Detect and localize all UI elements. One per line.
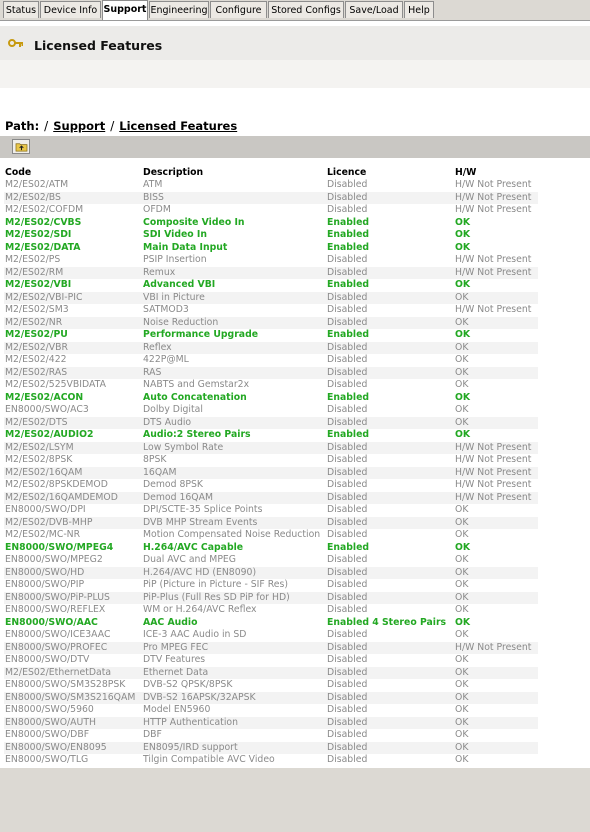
cell-description: Ethernet Data — [142, 667, 326, 680]
cell-description: DVB-S2 QPSK/8PSK — [143, 679, 233, 691]
cell-code: EN8000/SWO/TLG — [5, 754, 89, 766]
cell-code: EN8000/SWO/PROFEC — [4, 642, 142, 655]
cell-hw: OK — [454, 717, 538, 730]
table-row — [4, 554, 538, 567]
cell-licence: Enabled — [326, 429, 454, 442]
cell-code: M2/ES02/422 — [5, 354, 67, 366]
cell-licence: Disabled — [327, 629, 368, 641]
cell-licence: Disabled — [326, 692, 454, 705]
cell-description: Performance Upgrade — [142, 329, 326, 342]
tab-bar — [0, 0, 590, 21]
cell-code: M2/ES02/PU — [4, 329, 142, 342]
cell-hw: OK — [455, 729, 469, 741]
cell-hw: OK — [455, 704, 469, 716]
cell-hw: OK — [454, 229, 538, 242]
cell-description: Noise Reduction — [142, 317, 326, 330]
table-row — [4, 404, 538, 417]
cell-description: ICE-3 AAC Audio in SD — [143, 629, 247, 641]
cell-hw: H/W Not Present — [455, 254, 532, 266]
table-row — [4, 204, 538, 217]
header-band — [0, 60, 590, 88]
cell-hw: OK — [454, 517, 538, 530]
cell-hw: OK — [454, 617, 538, 630]
cell-licence: Disabled — [327, 554, 368, 566]
breadcrumb-separator: / — [110, 119, 115, 133]
table-row — [4, 254, 538, 267]
cell-description: RAS — [142, 367, 326, 380]
cell-hw: OK — [454, 242, 538, 255]
cell-description: DPI/SCTE-35 Splice Points — [143, 504, 263, 516]
cell-hw: OK — [455, 554, 469, 566]
cell-description: WM or H.264/AVC Reflex — [143, 604, 257, 616]
cell-description: Dolby Digital — [143, 404, 203, 416]
folder-up-button[interactable] — [12, 139, 30, 154]
cell-code: M2/ES02/8PSKDEMOD — [5, 479, 108, 491]
cell-description: 16QAM — [142, 467, 326, 480]
cell-description: DVB MHP Stream Events — [142, 517, 326, 530]
table-body — [4, 179, 538, 767]
cell-hw: OK — [454, 329, 538, 342]
cell-licence: Disabled — [327, 304, 368, 316]
cell-hw: OK — [454, 392, 538, 405]
cell-code: M2/ES02/BS — [4, 192, 142, 205]
cell-description: Model EN5960 — [143, 704, 211, 716]
cell-hw: OK — [454, 367, 538, 380]
cell-code: EN8000/SWO/SM3S216QAM — [4, 692, 142, 705]
cell-hw: H/W Not Present — [454, 192, 538, 205]
cell-hw: OK — [454, 429, 538, 442]
table-row — [4, 179, 538, 192]
cell-code: EN8000/SWO/ICE3AAC — [5, 629, 111, 641]
cell-licence: Disabled — [326, 492, 454, 505]
cell-code: M2/ES02/SDI — [4, 229, 142, 242]
table-row — [4, 604, 538, 617]
cell-hw: OK — [454, 667, 538, 680]
cell-code: EN8000/SWO/AUTH — [4, 717, 142, 730]
cell-code: EN8000/SWO/DTV — [5, 654, 90, 666]
table-row — [4, 629, 538, 642]
tab-device-info[interactable]: Device Info — [40, 1, 101, 18]
table-row — [4, 317, 538, 330]
cell-hw: OK — [455, 504, 469, 516]
table-row — [4, 417, 538, 430]
cell-licence: Disabled — [326, 742, 454, 755]
cell-description: Auto Concatenation — [142, 392, 326, 405]
cell-description: Dual AVC and MPEG — [143, 554, 237, 566]
cell-hw: H/W Not Present — [454, 442, 538, 455]
tab-support[interactable]: Support — [102, 0, 148, 20]
cell-code: M2/ES02/DTS — [4, 417, 142, 430]
cell-hw: OK — [455, 654, 469, 666]
breadcrumb-support[interactable]: Support — [53, 119, 106, 133]
cell-licence: Disabled — [326, 592, 454, 605]
table-row — [4, 642, 538, 655]
cell-code: M2/ES02/CVBS — [4, 217, 142, 230]
table-row — [4, 617, 538, 630]
toolbar — [0, 136, 590, 158]
cell-hw: OK — [454, 342, 538, 355]
cell-licence: Disabled — [327, 379, 368, 391]
cell-code: M2/ES02/EthernetData — [4, 667, 142, 680]
cell-description: PSIP Insertion — [143, 254, 207, 266]
cell-licence: Disabled — [327, 679, 368, 691]
cell-hw: OK — [455, 754, 469, 766]
cell-licence: Enabled — [326, 279, 454, 292]
cell-code: M2/ES02/16QAMDEMOD — [4, 492, 142, 505]
cell-licence: Disabled — [327, 604, 368, 616]
cell-hw: OK — [454, 567, 538, 580]
cell-description: PiP-Plus (Full Res SD PiP for HD) — [142, 592, 326, 605]
cell-description: Pro MPEG FEC — [142, 642, 326, 655]
cell-licence: Disabled — [327, 529, 368, 541]
cell-description: Advanced VBI — [142, 279, 326, 292]
cell-hw: OK — [455, 579, 469, 591]
cell-code: EN8000/SWO/EN8095 — [4, 742, 142, 755]
cell-code: EN8000/SWO/PIP — [5, 579, 85, 591]
cell-licence: Disabled — [326, 567, 454, 580]
cell-hw: OK — [455, 679, 469, 691]
table-row — [4, 454, 538, 467]
cell-code: M2/ES02/ACON — [4, 392, 142, 405]
breadcrumb-label: Path: — [5, 119, 40, 133]
cell-code: EN8000/SWO/AC3 — [5, 404, 89, 416]
cell-description: ATM — [143, 179, 163, 191]
cell-hw: OK — [454, 692, 538, 705]
cell-hw: OK — [455, 604, 469, 616]
cell-code: EN8000/SWO/DBF — [5, 729, 90, 741]
cell-licence: Disabled — [327, 729, 368, 741]
cell-description: PiP (Picture in Picture - SIF Res) — [143, 579, 288, 591]
page-title: Licensed Features — [34, 38, 163, 53]
table-row — [4, 304, 538, 317]
breadcrumb-licensed-features[interactable]: Licensed Features — [119, 119, 238, 133]
table-row — [4, 667, 538, 680]
table-row — [4, 692, 538, 705]
cell-licence: Disabled — [327, 404, 368, 416]
cell-code: M2/ES02/COFDM — [5, 204, 84, 216]
cell-licence: Enabled — [326, 392, 454, 405]
cell-licence: Disabled — [327, 254, 368, 266]
table-row — [4, 329, 538, 342]
cell-description: Audio:2 Stereo Pairs — [142, 429, 326, 442]
table-row — [4, 379, 538, 392]
cell-description: OFDM — [143, 204, 171, 216]
cell-hw: OK — [455, 379, 469, 391]
table-row — [4, 467, 538, 480]
cell-licence: Disabled — [326, 292, 454, 305]
table-header-row — [4, 166, 538, 179]
cell-code: M2/ES02/DATA — [4, 242, 142, 255]
table-row — [4, 342, 538, 355]
cell-description: H.264/AVC Capable — [142, 542, 326, 555]
table-row — [4, 267, 538, 280]
cell-licence: Disabled — [326, 442, 454, 455]
cell-description: DVB-S2 16APSK/32APSK — [142, 692, 326, 705]
cell-licence: Disabled — [326, 367, 454, 380]
cell-licence: Enabled — [326, 329, 454, 342]
breadcrumb — [5, 119, 237, 133]
cell-licence: Disabled — [326, 317, 454, 330]
cell-code: M2/ES02/PS — [5, 254, 61, 266]
cell-description: DBF — [143, 729, 162, 741]
table-row — [4, 429, 538, 442]
cell-description: HTTP Authentication — [142, 717, 326, 730]
cell-code: EN8000/SWO/SM3S28PSK — [5, 679, 126, 691]
cell-hw: H/W Not Present — [455, 204, 532, 216]
cell-hw: OK — [455, 404, 469, 416]
column-header-hw: H/W — [455, 167, 477, 178]
cell-licence: Disabled — [326, 467, 454, 480]
cell-code: M2/ES02/RAS — [4, 367, 142, 380]
table-row — [4, 479, 538, 492]
table-row — [4, 654, 538, 667]
cell-code: M2/ES02/AUDIO2 — [4, 429, 142, 442]
cell-description: Composite Video In — [142, 217, 326, 230]
tab-status[interactable]: Status — [3, 1, 39, 18]
cell-description: NABTS and Gemstar2x — [143, 379, 250, 391]
cell-description: Remux — [142, 267, 326, 280]
cell-hw: H/W Not Present — [454, 642, 538, 655]
cell-code: EN8000/SWO/PiP-PLUS — [4, 592, 142, 605]
cell-licence: Enabled — [326, 542, 454, 555]
table-row — [4, 192, 538, 205]
table-row — [4, 492, 538, 505]
cell-hw: OK — [454, 542, 538, 555]
cell-licence: Disabled — [327, 754, 368, 766]
folder-up-icon — [15, 141, 28, 152]
cell-hw: OK — [454, 742, 538, 755]
cell-licence: Disabled — [326, 267, 454, 280]
table-row — [4, 354, 538, 367]
cell-licence: Disabled — [326, 192, 454, 205]
column-header-description: Description — [143, 167, 204, 178]
cell-description: Low Symbol Rate — [142, 442, 326, 455]
cell-code: EN8000/SWO/REFLEX — [5, 604, 106, 616]
cell-hw: OK — [455, 529, 469, 541]
table-row — [4, 442, 538, 455]
table-row — [4, 579, 538, 592]
tab-configure[interactable]: Configure — [210, 1, 267, 18]
cell-description: Motion Compensated Noise Reduction — [143, 529, 321, 541]
cell-code: M2/ES02/525VBIDATA — [5, 379, 106, 391]
cell-hw: H/W Not Present — [454, 267, 538, 280]
cell-description: SDI Video In — [142, 229, 326, 242]
tab-stored-configs[interactable]: Stored Configs — [268, 1, 344, 18]
cell-hw: OK — [455, 629, 469, 641]
cell-code: EN8000/SWO/5960 — [5, 704, 94, 716]
cell-code: M2/ES02/8PSK — [5, 454, 73, 466]
cell-description: H.264/AVC HD (EN8090) — [142, 567, 326, 580]
cell-description: DTS Audio — [142, 417, 326, 430]
cell-licence: Disabled — [327, 204, 368, 216]
cell-code: EN8000/SWO/HD — [4, 567, 142, 580]
cell-description: 422P@ML — [143, 354, 189, 366]
cell-licence: Enabled — [326, 229, 454, 242]
cell-hw: OK — [454, 417, 538, 430]
cell-code: EN8000/SWO/MPEG4 — [4, 542, 142, 555]
cell-code: M2/ES02/VBR — [4, 342, 142, 355]
cell-hw: H/W Not Present — [454, 492, 538, 505]
cell-code: M2/ES02/DVB-MHP — [4, 517, 142, 530]
cell-description: BISS — [142, 192, 326, 205]
breadcrumb-separator: / — [44, 119, 49, 133]
licensed-features-table — [4, 166, 538, 767]
cell-code: M2/ES02/LSYM — [4, 442, 142, 455]
cell-hw: OK — [455, 354, 469, 366]
cell-hw: OK — [454, 217, 538, 230]
table-row — [4, 279, 538, 292]
cell-description: AAC Audio — [142, 617, 326, 630]
cell-licence: Disabled — [327, 704, 368, 716]
table-row — [4, 367, 538, 380]
cell-code: M2/ES02/VBI — [4, 279, 142, 292]
table-row — [4, 592, 538, 605]
tab-help[interactable]: Help — [404, 1, 434, 18]
cell-licence: Disabled — [326, 517, 454, 530]
table-row — [4, 504, 538, 517]
cell-licence: Disabled — [327, 479, 368, 491]
cell-licence: Disabled — [326, 342, 454, 355]
cell-hw: H/W Not Present — [455, 304, 532, 316]
cell-licence: Disabled — [326, 667, 454, 680]
table-row — [4, 704, 538, 717]
table-row — [4, 529, 538, 542]
cell-code: M2/ES02/SM3 — [5, 304, 69, 316]
cell-description: VBI in Picture — [142, 292, 326, 305]
table-row — [4, 242, 538, 255]
cell-licence: Disabled — [326, 717, 454, 730]
cell-code: M2/ES02/MC-NR — [5, 529, 81, 541]
table-row — [4, 717, 538, 730]
cell-licence: Disabled — [326, 417, 454, 430]
cell-code: M2/ES02/NR — [4, 317, 142, 330]
cell-hw: H/W Not Present — [455, 179, 532, 191]
page-content — [0, 21, 590, 768]
table-row — [4, 679, 538, 692]
cell-hw: OK — [454, 292, 538, 305]
table-row — [4, 229, 538, 242]
cell-licence: Disabled — [327, 654, 368, 666]
column-header-code: Code — [5, 167, 32, 178]
cell-licence: Enabled — [326, 242, 454, 255]
cell-code: EN8000/SWO/AAC — [4, 617, 142, 630]
cell-code: EN8000/SWO/MPEG2 — [5, 554, 103, 566]
cell-licence: Disabled — [327, 179, 368, 191]
cell-hw: H/W Not Present — [455, 479, 532, 491]
cell-licence: Disabled — [327, 454, 368, 466]
cell-code: M2/ES02/VBI-PIC — [4, 292, 142, 305]
cell-licence: Disabled — [327, 354, 368, 366]
cell-description: Demod 8PSK — [143, 479, 203, 491]
cell-description: EN8095/IRD support — [142, 742, 326, 755]
table-row — [4, 542, 538, 555]
cell-hw: H/W Not Present — [454, 467, 538, 480]
cell-licence: Enabled — [326, 217, 454, 230]
cell-description: Reflex — [142, 342, 326, 355]
cell-licence: Disabled — [327, 504, 368, 516]
tab-engineering[interactable]: Engineering — [149, 1, 209, 18]
table-row — [4, 217, 538, 230]
cell-hw: OK — [454, 592, 538, 605]
table-row — [4, 754, 538, 767]
cell-description: Main Data Input — [142, 242, 326, 255]
cell-hw: OK — [454, 317, 538, 330]
table-row — [4, 517, 538, 530]
cell-hw: H/W Not Present — [455, 454, 532, 466]
key-icon — [8, 38, 24, 48]
cell-description: Tilgin Compatible AVC Video — [143, 754, 275, 766]
table-row — [4, 392, 538, 405]
cell-description: Demod 16QAM — [142, 492, 326, 505]
cell-code: M2/ES02/ATM — [5, 179, 69, 191]
cell-code: EN8000/SWO/DPI — [5, 504, 86, 516]
tab-save-load[interactable]: Save/Load — [345, 1, 403, 18]
cell-description: 8PSK — [143, 454, 167, 466]
cell-description: DTV Features — [143, 654, 206, 666]
title-bar — [0, 26, 590, 60]
table-row — [4, 742, 538, 755]
cell-description: SATMOD3 — [143, 304, 189, 316]
cell-hw: OK — [454, 279, 538, 292]
cell-code: M2/ES02/16QAM — [4, 467, 142, 480]
cell-licence: Enabled 4 Stereo Pairs — [326, 617, 454, 630]
cell-code: M2/ES02/RM — [4, 267, 142, 280]
column-header-licence: Licence — [327, 167, 367, 178]
table-row — [4, 567, 538, 580]
table-row — [4, 729, 538, 742]
cell-licence: Disabled — [326, 642, 454, 655]
cell-licence: Disabled — [327, 579, 368, 591]
table-row — [4, 292, 538, 305]
